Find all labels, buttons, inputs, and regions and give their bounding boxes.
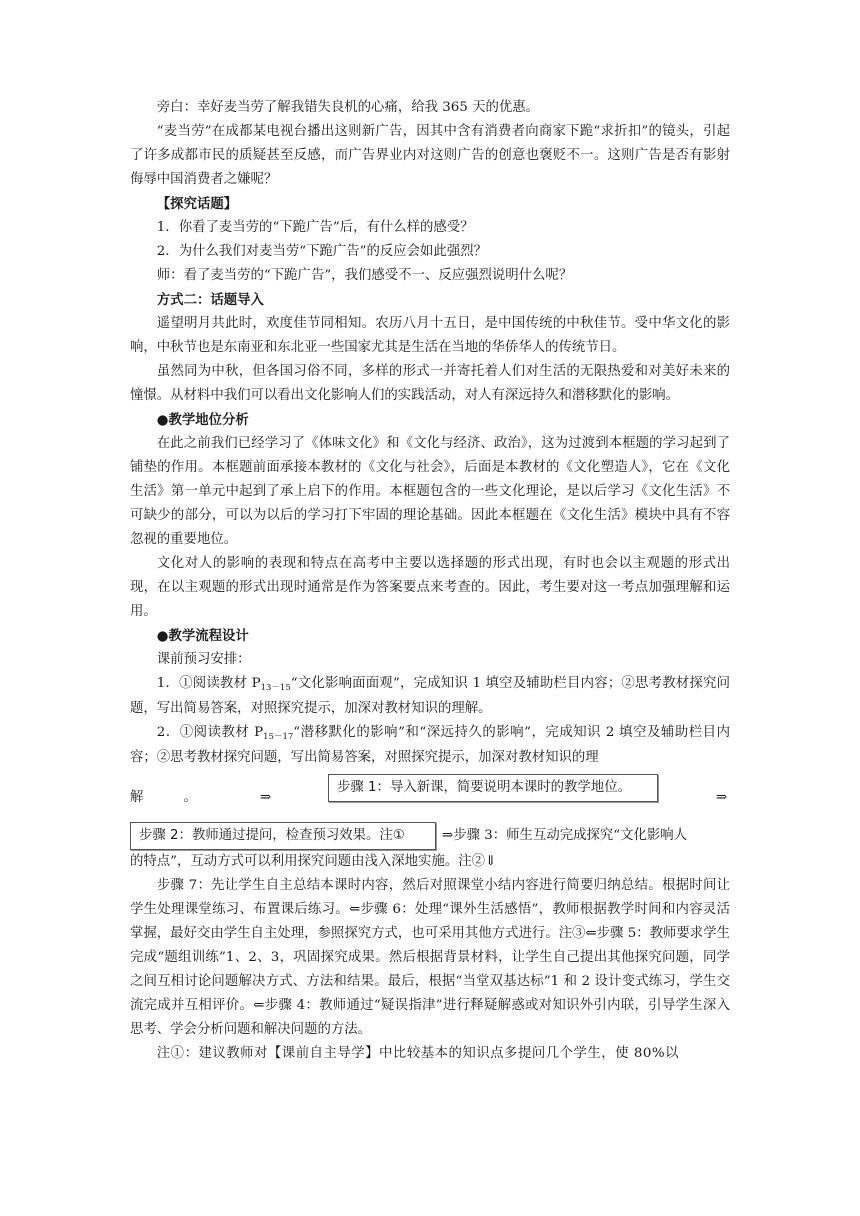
step-2-box: 步骤 2：教师通过提问，检查预习效果。注①	[130, 822, 436, 850]
status-paragraph-1: 在此之前我们已经学习了《体味文化》和《文化与经济、政治》，这为过渡到本框题的学习起到了铺垫的作用。本框题前面承接本教材的《文化与社会》，后面是本教材的《文化塑造人》，它在《文化生活》第一单元中起到了承上启下的作用。本框题包含的一些文化理论，是以后学习《文化生活》不可缺少的部分，可以为以后的学习打下牢固的理论基础。因此本框题在《文化生活》模块中具有不容忽视的重要地位。	[130, 436, 730, 547]
page-range-1: 13－15	[260, 683, 291, 693]
step-1-box: 步骤 1：导入新课，简要说明本课时的教学地位。	[328, 774, 658, 802]
note-1: 注①：建议教师对【课前自主导学】中比较基本的知识点多提问几个学生，使 80%以	[156, 1046, 679, 1061]
aside-line: 旁白：幸好麦当劳了解我错失良机的心痛，给我 365 天的优惠。	[156, 100, 540, 115]
arrow-right-icon: ⇒	[260, 790, 272, 805]
arrow-right-icon-2: ⇒	[716, 790, 728, 805]
flow-row-2	[130, 822, 730, 850]
topic-heading: 【探究话题】	[156, 196, 238, 212]
method2-paragraph-2: 虽然同为中秋，但各国习俗不同，多样的形式一并寄托着人们对生活的无限热爱和对美好未来的憧憬。从材料中我们可以看出文化影响人们的实践活动，对人有深远持久和潜移默化的影响。	[130, 364, 730, 403]
question-2: 2．为什么我们对麦当劳“下跪广告”的反应会如此强烈？	[156, 244, 487, 259]
prep-end-text: 解 。	[130, 790, 197, 805]
method2-paragraph-1: 遥望明月共此时，欢度佳节同相知。农历八月十五日，是中国传统的中秋佳节。受中华文化的影响，中秋节也是东南亚和东北亚一些国家尤其是生活在当地的华侨华人的传统节日。	[130, 316, 730, 355]
page-range-2: 15－17	[263, 732, 294, 742]
teacher-line: 师：看了麦当劳的“下跪广告”，我们感受不一、反应强烈说明什么呢？	[156, 268, 573, 283]
flow-heading: ●教学流程设计	[156, 628, 249, 644]
method2-heading: 方式二：话题导入	[156, 292, 264, 308]
flow-row-1	[130, 774, 730, 820]
step-3-continued: 的特点”，互动方式可以利用探究问题由浅入深地实施。注②⇓	[130, 854, 497, 869]
step-7-paragraph: 步骤 7：先让学生自主总结本课时内容，然后对照课堂小结内容进行简要归纳总结。根据时间让学生处理课堂练习、布置课后练习。⇐步骤 6：处理“课外生活感悟”，教师根据教学时间和内容灵活掌握，最好交由学生自主处理，参照探究方式，也可采用其他方式进行。注③⇐步骤 5：教师要求学生完成“题组训练”1、2、3，巩固探究成果。然后根据背景材料，让学生自己提出其他探究问题，同学之间互相讨论问题解决方式、方法和结果。最后，根据“当堂双基达标”1 和 2 设计变式练习，学生交流完成并互相评价。⇐步骤 4：教师通过“疑误指津”进行释疑解惑或对知识外引内联，引导学生深入思考、学会分析问题和解决问题的方法。	[130, 878, 730, 1037]
step-3-text: ⇒步骤 3：师生互动完成探究“文化影响人	[442, 828, 688, 843]
prep-item-2: 2．①阅读教材 $P_{15-17}“$潜移默化的影响”和“深远持久的影响”，完成知识 2 填空及辅助栏目内容；②思考教材探究问题，写出简易答案，对照探究提示，加深对教材知识的理	[130, 725, 730, 765]
document-page	[130, 96, 730, 1066]
prep-label: 课前预习安排：	[156, 652, 251, 667]
question-1: 1．你看了麦当劳的“下跪广告”后，有什么样的感受？	[156, 220, 474, 235]
status-paragraph-2: 文化对人的影响的表现和特点在高考中主要以选择题的形式出现，有时也会以主观题的形式出现，在以主观题的形式出现时通常是作为答案要点来考查的。因此，考生要对这一考点加强理解和运用。	[130, 556, 730, 619]
status-heading: ●教学地位分析	[156, 412, 249, 428]
prep-item-1: 1．①阅读教材 $P_{13-15}“$文化影响面面观”，完成知识 1 填空及辅助栏目内容；②思考教材探究问题，写出简易答案，对照探究提示，加深对教材知识的理解。	[130, 676, 730, 716]
intro-paragraph: “麦当劳”在成都某电视台播出这则新广告，因其中含有消费者向商家下跪“求折扣”的镜头，引起了许多成都市民的质疑甚至反感，而广告界业内对这则广告的创意也褒贬不一。这则广告是否有影射侮辱中国消费者之嫌呢？	[130, 124, 730, 187]
